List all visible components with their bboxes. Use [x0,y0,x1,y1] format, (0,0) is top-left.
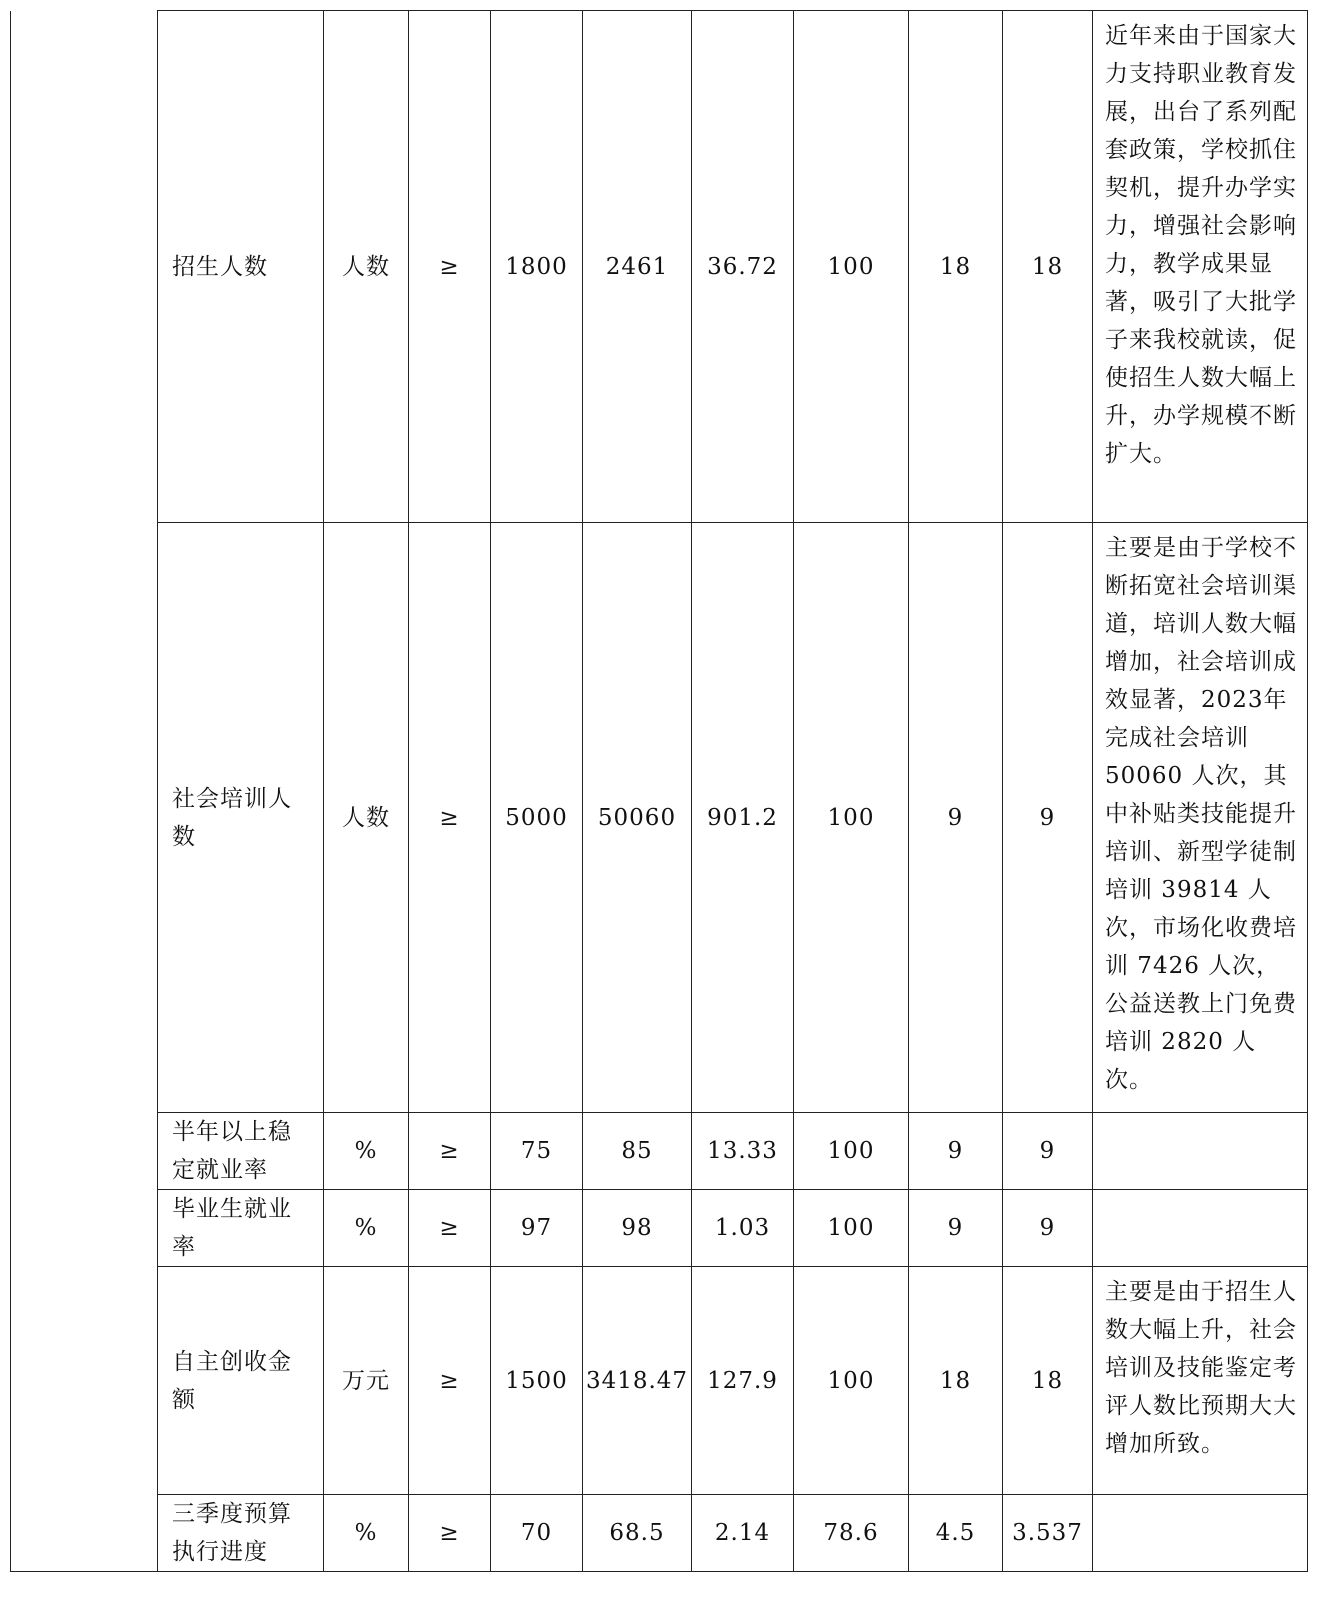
operator-cell: ≥ [409,11,491,523]
completion-value: 100 [794,1267,909,1495]
weight-value: 9 [909,1113,1003,1190]
indicator-name: 毕业生就业率 [158,1190,324,1267]
score-value: 3.537 [1003,1495,1093,1572]
target-value: 5000 [491,523,583,1113]
indicator-name: 招生人数 [158,11,324,523]
table-row [11,1190,1308,1267]
deviation-value: 1.03 [692,1190,794,1267]
weight-value: 18 [909,1267,1003,1495]
target-value: 97 [491,1190,583,1267]
operator-cell: ≥ [409,1267,491,1495]
deviation-value: 2.14 [692,1495,794,1572]
indicator-name: 自主创收金额 [158,1267,324,1495]
operator-cell: ≥ [409,1113,491,1190]
target-value: 70 [491,1495,583,1572]
deviation-reason-note [1093,1190,1308,1267]
deviation-reason-note: 主要是由于招生人数大幅上升，社会培训及技能鉴定考评人数比预期大大增加所致。 [1093,1267,1308,1495]
score-value: 9 [1003,523,1093,1113]
deviation-value: 13.33 [692,1113,794,1190]
category-column-blank [11,11,158,1572]
table-row [11,1267,1308,1495]
indicator-name: 三季度预算执行进度 [158,1495,324,1572]
indicator-name: 社会培训人数 [158,523,324,1113]
unit-cell: 万元 [324,1267,409,1495]
weight-value: 4.5 [909,1495,1003,1572]
target-value: 75 [491,1113,583,1190]
actual-value: 98 [583,1190,692,1267]
indicator-name: 半年以上稳定就业率 [158,1113,324,1190]
actual-value: 50060 [583,523,692,1113]
actual-value: 2461 [583,11,692,523]
deviation-reason-note: 主要是由于学校不断拓宽社会培训渠道，培训人数大幅增加，社会培训成效显著，2023年完成社会培训 50060 人次，其中补贴类技能提升培训、新型学徒制培训 39814 人次，市场化收费培训 7426 人次，公益送教上门免费培训 2820 人次。 [1093,523,1308,1113]
score-value: 9 [1003,1190,1093,1267]
target-value: 1800 [491,11,583,523]
score-value: 18 [1003,11,1093,523]
weight-value: 9 [909,1190,1003,1267]
unit-cell: % [324,1190,409,1267]
table-row [11,523,1308,1113]
table-row [11,11,1308,523]
table-row [11,1495,1308,1572]
deviation-reason-note [1093,1113,1308,1190]
unit-cell: 人数 [324,523,409,1113]
unit-cell: 人数 [324,11,409,523]
target-value: 1500 [491,1267,583,1495]
deviation-reason-note: 近年来由于国家大力支持职业教育发展，出台了系列配套政策，学校抓住契机，提升办学实力，增强社会影响力，教学成果显著，吸引了大批学子来我校就读，促使招生人数大幅上升，办学规模不断扩大。 [1093,11,1308,523]
deviation-reason-note [1093,1495,1308,1572]
unit-cell: % [324,1495,409,1572]
actual-value: 3418.47 [583,1267,692,1495]
completion-value: 100 [794,523,909,1113]
completion-value: 78.6 [794,1495,909,1572]
operator-cell: ≥ [409,523,491,1113]
unit-cell: % [324,1113,409,1190]
score-value: 9 [1003,1113,1093,1190]
completion-value: 100 [794,1113,909,1190]
completion-value: 100 [794,1190,909,1267]
actual-value: 85 [583,1113,692,1190]
completion-value: 100 [794,11,909,523]
deviation-value: 901.2 [692,523,794,1113]
deviation-value: 127.9 [692,1267,794,1495]
weight-value: 18 [909,11,1003,523]
performance-indicator-table [10,10,1308,1572]
operator-cell: ≥ [409,1495,491,1572]
actual-value: 68.5 [583,1495,692,1572]
operator-cell: ≥ [409,1190,491,1267]
table-row [11,1113,1308,1190]
weight-value: 9 [909,523,1003,1113]
score-value: 18 [1003,1267,1093,1495]
deviation-value: 36.72 [692,11,794,523]
